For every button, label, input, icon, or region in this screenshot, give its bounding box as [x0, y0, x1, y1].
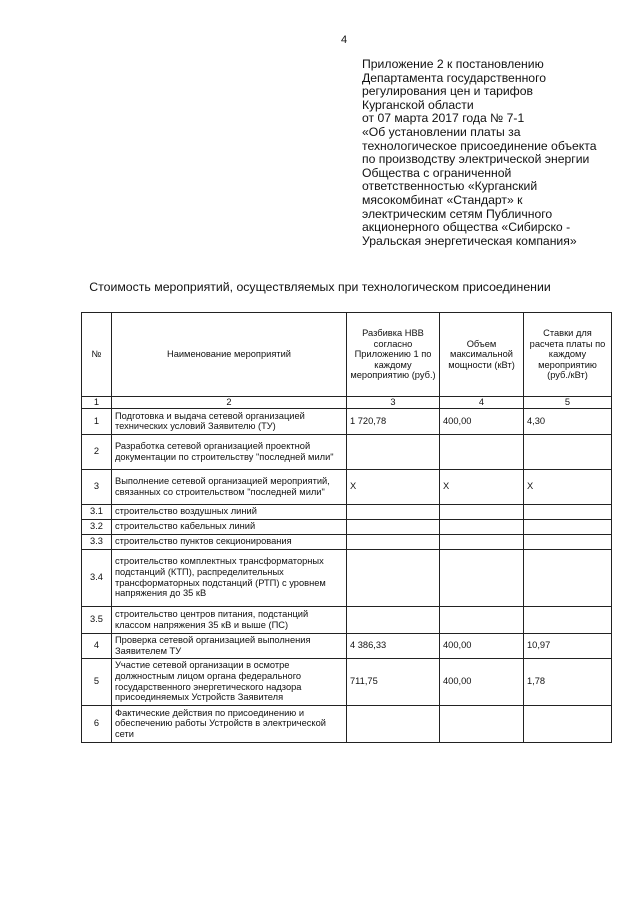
cell-num: 3.3 [82, 534, 112, 549]
appendix-line: электрическим сетям Публичного [362, 206, 553, 221]
cell-name: строительство кабельных линий [112, 519, 347, 534]
appendix-line: регулирования цен и тарифов [362, 84, 533, 99]
cell-nvv [347, 504, 440, 519]
table-row [82, 504, 612, 519]
table-heading: Стоимость мероприятий, осуществляемых при технологическом присоединении [89, 280, 551, 294]
cell-num: 3.4 [82, 549, 112, 606]
cell-rate [524, 434, 612, 469]
table-row [82, 658, 612, 705]
cell-name: Подготовка и выдача сетевой организацией технических условий Заявителю (ТУ) [112, 408, 347, 434]
appendix-line: Курганской области [362, 97, 474, 112]
cell-rate [524, 534, 612, 549]
header-num: № [82, 313, 112, 397]
appendix-line: «Об установлении платы за [362, 124, 521, 139]
cell-power: 400,00 [440, 408, 524, 434]
table-row [82, 519, 612, 534]
cell-rate [524, 549, 612, 606]
cell-num: 3.5 [82, 606, 112, 633]
table-row [82, 606, 612, 633]
cell-name: Проверка сетевой организацией выполнения Заявителем ТУ [112, 633, 347, 658]
cell-nvv [347, 705, 440, 742]
cell-power [440, 534, 524, 549]
header-power: Объем максимальной мощности (кВт) [440, 313, 524, 397]
cell-nvv: X [347, 469, 440, 504]
cell-nvv: 1 720,78 [347, 408, 440, 434]
cell-name: строительство пунктов секционирования [112, 534, 347, 549]
cell-name: Выполнение сетевой организацией мероприятий, связанных со строительством "последней мили" [112, 469, 347, 504]
cell-nvv [347, 519, 440, 534]
cell-rate [524, 519, 612, 534]
table-header-row [82, 313, 612, 397]
table-row [82, 633, 612, 658]
cell-name: Фактические действия по присоединению и обеспечению работы Устройств в электрической сети [112, 705, 347, 742]
cell-nvv [347, 549, 440, 606]
cell-rate: 1,78 [524, 658, 612, 705]
appendix-line: Приложение 2 к постановлению [362, 57, 544, 71]
cell-rate [524, 705, 612, 742]
cell-name: строительство комплектных трансформаторных подстанций (КТП), распределительных трансформаторных подстанций (РТП) с уровнем напряжения до 35 кВ [112, 549, 347, 606]
cell-name: Разработка сетевой организацией проектной документации по строительству "последней мили" [112, 434, 347, 469]
cell-name: Участие сетевой организации в осмотре должностным лицом органа федерального государственного энергетического надзора присоединяемых Устройств Заявителя [112, 658, 347, 705]
cell-num: 1 [82, 408, 112, 434]
table-row [82, 408, 612, 434]
cell-num: 3.2 [82, 519, 112, 534]
cell-rate: 10,97 [524, 633, 612, 658]
cell-rate: 4,30 [524, 408, 612, 434]
table-row [82, 534, 612, 549]
cell-name: строительство центров питания, подстанций классом напряжения 35 кВ и выше (ПС) [112, 606, 347, 633]
cell-power [440, 434, 524, 469]
appendix-line: по производству электрической энергии [362, 152, 590, 167]
cell-power [440, 519, 524, 534]
column-index-row [82, 397, 612, 409]
cell-name: строительство воздушных линий [112, 504, 347, 519]
cell-rate [524, 606, 612, 633]
header-name: Наименование мероприятий [112, 313, 347, 397]
cell-nvv: 4 386,33 [347, 633, 440, 658]
cell-rate: X [524, 469, 612, 504]
cell-power [440, 549, 524, 606]
cell-num: 5 [82, 658, 112, 705]
table-row [82, 469, 612, 504]
cell-nvv: 711,75 [347, 658, 440, 705]
cell-rate [524, 504, 612, 519]
cell-num: 3.1 [82, 504, 112, 519]
cell-power: X [440, 469, 524, 504]
appendix-line: мясокомбинат «Стандарт» к [362, 192, 523, 207]
appendix-line: акционерного общества «Сибирско - [362, 220, 571, 235]
cell-nvv [347, 434, 440, 469]
cell-num: 4 [82, 633, 112, 658]
column-index: 4 [440, 397, 524, 409]
cell-power: 400,00 [440, 633, 524, 658]
cell-power: 400,00 [440, 658, 524, 705]
cell-nvv [347, 606, 440, 633]
appendix-block [362, 58, 624, 248]
column-index: 1 [82, 397, 112, 409]
cell-power [440, 504, 524, 519]
header-rate: Ставки для расчета платы по каждому мероприятию (руб./кВт) [524, 313, 612, 397]
appendix-line: ответственностью «Курганский [362, 179, 538, 194]
appendix-line: Общества с ограниченной [362, 165, 512, 180]
cell-num: 2 [82, 434, 112, 469]
cell-num: 6 [82, 705, 112, 742]
column-index: 5 [524, 397, 612, 409]
appendix-line: Уральская энергетическая компания» [362, 233, 577, 248]
column-index: 2 [112, 397, 347, 409]
table-row [82, 705, 612, 742]
appendix-line: от 07 марта 2017 года № 7-1 [362, 111, 525, 126]
cell-power [440, 705, 524, 742]
appendix-line: технологическое присоединение объекта [362, 138, 597, 153]
header-nvv: Разбивка НВВ согласно Приложению 1 по каждому мероприятию (руб.) [347, 313, 440, 397]
cost-table [81, 312, 612, 743]
column-index: 3 [347, 397, 440, 409]
table-row [82, 549, 612, 606]
cell-nvv [347, 534, 440, 549]
cell-power [440, 606, 524, 633]
table-row [82, 434, 612, 469]
appendix-line: Департамента государственного [362, 70, 547, 85]
cell-num: 3 [82, 469, 112, 504]
page-number: 4 [341, 34, 348, 46]
